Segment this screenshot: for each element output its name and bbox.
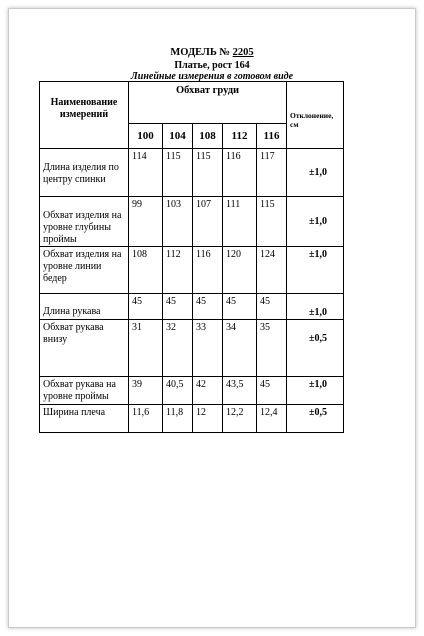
- table-row: [40, 405, 344, 433]
- row-value: 12: [193, 405, 223, 433]
- row-value: 124: [257, 247, 287, 294]
- table-row: [40, 149, 344, 197]
- row-value: 11,8: [163, 405, 193, 433]
- row-deviation: ±0,5: [287, 405, 344, 433]
- measurements-table: [39, 81, 344, 433]
- row-value: 45: [257, 294, 287, 320]
- row-value: 45: [223, 294, 257, 320]
- row-value: 120: [223, 247, 257, 294]
- row-name: Обхват рукава внизу: [40, 320, 129, 377]
- row-value: 107: [193, 197, 223, 247]
- row-value: 116: [193, 247, 223, 294]
- row-value: 114: [129, 149, 163, 197]
- row-name: Обхват изделия на уровне глубины проймы: [40, 197, 129, 247]
- row-value: 103: [163, 197, 193, 247]
- size-header: 100: [129, 124, 163, 149]
- row-value: 45: [163, 294, 193, 320]
- row-name: Ширина плеча: [40, 405, 129, 433]
- row-deviation: ±1,0: [287, 294, 344, 320]
- row-value: 42: [193, 377, 223, 405]
- row-value: 31: [129, 320, 163, 377]
- row-value: 40,5: [163, 377, 193, 405]
- row-value: 115: [257, 197, 287, 247]
- row-value: 12,4: [257, 405, 287, 433]
- table-row: [40, 197, 344, 247]
- row-deviation: ±1,0: [287, 247, 344, 294]
- caption: Линейные измерения в готовом виде: [130, 71, 294, 82]
- name-header: Наименование измерений: [50, 97, 118, 120]
- row-value: 39: [129, 377, 163, 405]
- row-deviation: ±0,5: [287, 320, 344, 377]
- size-header: 104: [163, 124, 193, 149]
- header-name-cell: [40, 82, 129, 149]
- model-title: [0, 47, 424, 58]
- row-value: 45: [129, 294, 163, 320]
- row-deviation: ±1,0: [287, 197, 344, 247]
- row-value: 111: [223, 197, 257, 247]
- row-value: 33: [193, 320, 223, 377]
- size-header: 108: [193, 124, 223, 149]
- table-row: [40, 377, 344, 405]
- model-prefix: МОДЕЛЬ №: [170, 47, 230, 58]
- row-value: 45: [257, 377, 287, 405]
- table-row: [40, 320, 344, 377]
- row-value: 11,6: [129, 405, 163, 433]
- row-value: 32: [163, 320, 193, 377]
- row-value: 116: [223, 149, 257, 197]
- deviation-header: Отклонение, см: [290, 111, 334, 129]
- row-value: 45: [193, 294, 223, 320]
- row-value: 35: [257, 320, 287, 377]
- row-value: 117: [257, 149, 287, 197]
- model-number: 2205: [232, 47, 254, 58]
- table-row: [40, 247, 344, 294]
- subtitle: Платье, рост 164: [174, 60, 250, 71]
- row-deviation: ±1,0: [287, 149, 344, 197]
- size-header: 112: [223, 124, 257, 149]
- row-value: 43,5: [223, 377, 257, 405]
- row-name: Обхват рукава на уровне проймы: [40, 377, 129, 405]
- row-value: 115: [163, 149, 193, 197]
- row-value: 108: [129, 247, 163, 294]
- row-value: 99: [129, 197, 163, 247]
- row-value: 34: [223, 320, 257, 377]
- row-name: Длина рукава: [40, 294, 129, 320]
- row-value: 115: [193, 149, 223, 197]
- row-name: Длина изделия по центру спинки: [40, 149, 129, 197]
- table-row: [40, 294, 344, 320]
- row-value: 12,2: [223, 405, 257, 433]
- row-value: 112: [163, 247, 193, 294]
- row-deviation: ±1,0: [287, 377, 344, 405]
- header-deviation-cell: [287, 82, 344, 149]
- header-girth-cell: [129, 82, 287, 124]
- size-header: 116: [257, 124, 287, 149]
- row-name: Обхват изделия на уровне линии бедер: [40, 247, 129, 294]
- girth-header: Обхват груди: [175, 85, 240, 96]
